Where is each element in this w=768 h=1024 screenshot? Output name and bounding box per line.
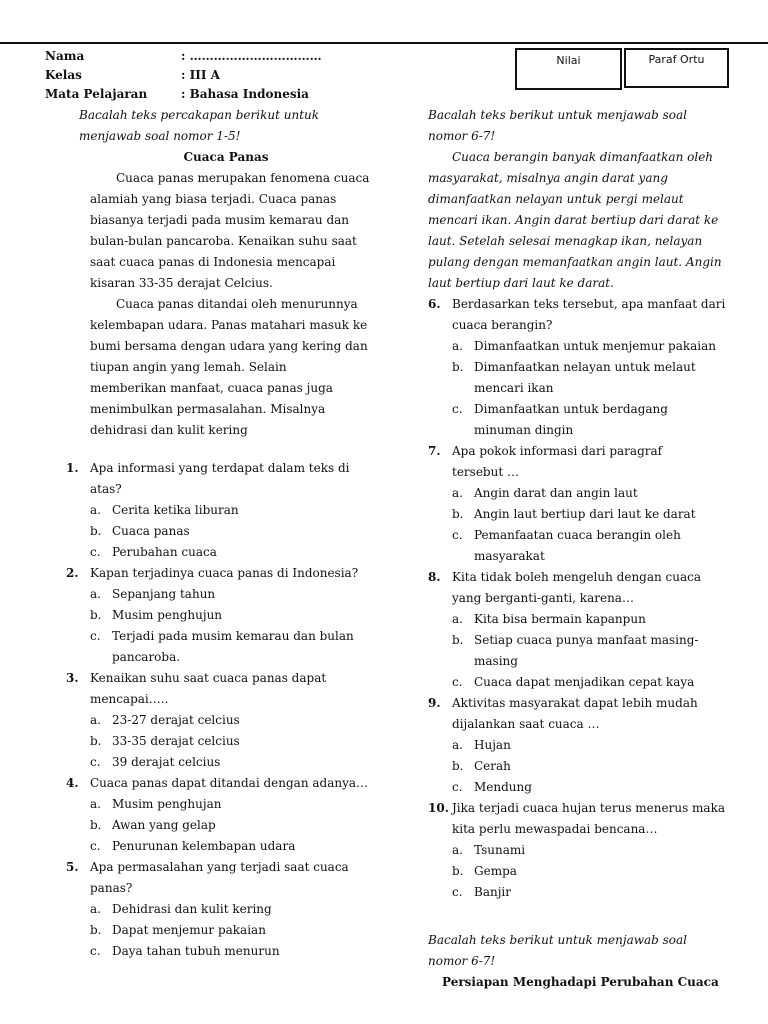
question-4 bbox=[66, 773, 369, 857]
answer-option[interactable] bbox=[66, 836, 366, 857]
question-6 bbox=[428, 294, 728, 441]
option-text: Kita bisa bermain kapanpun bbox=[474, 612, 646, 626]
option-text: Perubahan cuaca bbox=[112, 545, 217, 559]
question-number: 8. bbox=[428, 570, 441, 584]
question-9 bbox=[428, 693, 728, 798]
question-text: Aktivitas masyarakat dapat lebih mudah bbox=[452, 696, 698, 710]
question-text: Cuaca panas dapat ditandai dengan adanya… bbox=[90, 776, 369, 790]
answer-option[interactable] bbox=[66, 500, 366, 521]
answer-option[interactable] bbox=[66, 815, 366, 836]
answer-option[interactable] bbox=[428, 504, 728, 525]
passage-line: tiupan angin yang lemah. Selain bbox=[90, 360, 287, 374]
option-letter: a. bbox=[452, 612, 463, 626]
question-3 bbox=[66, 668, 366, 773]
question-text: kita perlu mewaspadai bencana… bbox=[452, 822, 658, 836]
passage-line: memberikan manfaat, cuaca panas juga bbox=[90, 381, 333, 395]
option-text: 23-27 derajat celcius bbox=[112, 713, 240, 727]
option-letter: b. bbox=[90, 734, 102, 748]
option-text: Cuaca dapat menjadikan cepat kaya bbox=[474, 675, 695, 689]
question-text: Kenaikan suhu saat cuaca panas dapat bbox=[90, 671, 327, 685]
option-text: Dapat menjemur pakaian bbox=[112, 923, 266, 937]
passage-line: kisaran 33-35 derajat Celcius. bbox=[90, 276, 273, 290]
answer-option[interactable] bbox=[66, 941, 366, 962]
question-text: Apa pokok informasi dari paragraf bbox=[452, 444, 663, 458]
answer-option[interactable] bbox=[428, 399, 728, 441]
option-text: Tsunami bbox=[474, 843, 526, 857]
option-letter: c. bbox=[90, 755, 101, 769]
question-text: Apa informasi yang terdapat dalam teks di bbox=[90, 461, 350, 475]
option-letter: b. bbox=[452, 864, 464, 878]
answer-option[interactable] bbox=[66, 521, 366, 542]
paraf-ortu-label: Paraf Ortu bbox=[648, 53, 705, 66]
option-letter: a. bbox=[90, 503, 101, 517]
question-text: tersebut … bbox=[452, 465, 519, 479]
question-text: Kapan terjadinya cuaca panas di Indonesia? bbox=[90, 566, 359, 580]
question-text: atas? bbox=[90, 482, 122, 496]
info-row-kelas bbox=[45, 66, 445, 85]
option-text: masing bbox=[474, 654, 518, 668]
question-number: 1. bbox=[66, 461, 79, 475]
info-value: : …………………………… bbox=[181, 49, 322, 63]
passage-line: biasanya terjadi pada musim kemarau dan bbox=[90, 213, 350, 227]
instruction-line: Bacalah teks percakapan berikut untuk bbox=[79, 108, 320, 122]
option-letter: c. bbox=[90, 545, 101, 559]
top-rule bbox=[0, 42, 768, 44]
answer-option[interactable] bbox=[428, 609, 728, 630]
question-number: 2. bbox=[66, 566, 79, 580]
answer-option[interactable] bbox=[66, 920, 366, 941]
option-letter: c. bbox=[452, 402, 463, 416]
nilai-box[interactable] bbox=[515, 48, 622, 90]
passage-line: laut. Setelah selesai menagkap ikan, nelayan bbox=[428, 234, 703, 248]
option-letter: b. bbox=[90, 923, 102, 937]
option-text: Musim penghujan bbox=[112, 797, 222, 811]
option-letter: c. bbox=[90, 629, 101, 643]
answer-option[interactable] bbox=[66, 584, 366, 605]
question-number: 5. bbox=[66, 860, 79, 874]
answer-option[interactable] bbox=[428, 735, 728, 756]
question-number: 3. bbox=[66, 671, 79, 685]
option-text: Banjir bbox=[474, 885, 511, 899]
option-text: 33-35 derajat celcius bbox=[112, 734, 240, 748]
option-letter: a. bbox=[452, 738, 463, 752]
question-text: yang berganti-ganti, karena… bbox=[452, 591, 634, 605]
answer-option[interactable] bbox=[428, 525, 728, 567]
option-letter: b. bbox=[90, 524, 102, 538]
option-letter: b. bbox=[452, 633, 464, 647]
option-letter: c. bbox=[452, 528, 463, 542]
option-text: Angin darat dan angin laut bbox=[474, 486, 638, 500]
option-letter: b. bbox=[90, 608, 102, 622]
answer-option[interactable] bbox=[428, 840, 728, 861]
option-letter: c. bbox=[90, 839, 101, 853]
question-text: Apa permasalahan yang terjadi saat cuaca bbox=[90, 860, 349, 874]
question-text: panas? bbox=[90, 881, 133, 895]
passage-line: bulan-bulan pancaroba. Kenaikan suhu saat bbox=[90, 234, 357, 248]
passage-line: masyarakat, misalnya angin darat yang bbox=[428, 171, 668, 185]
answer-option[interactable] bbox=[66, 626, 366, 668]
option-letter: c. bbox=[452, 780, 463, 794]
option-text: Setiap cuaca punya manfaat masing- bbox=[474, 633, 699, 647]
option-letter: b. bbox=[452, 759, 464, 773]
option-letter: a. bbox=[90, 713, 101, 727]
passage-line: Cuaca panas merupakan fenomena cuaca bbox=[116, 171, 370, 185]
answer-option[interactable] bbox=[428, 777, 728, 798]
option-text: Sepanjang tahun bbox=[112, 587, 216, 601]
answer-option[interactable] bbox=[428, 882, 728, 903]
question-5 bbox=[66, 857, 366, 962]
answer-option[interactable] bbox=[66, 752, 366, 773]
option-text: Cerita ketika liburan bbox=[112, 503, 239, 517]
answer-option[interactable] bbox=[66, 794, 366, 815]
passage-line: laut bertiup dari laut ke darat. bbox=[428, 276, 614, 290]
option-letter: b. bbox=[452, 360, 464, 374]
nilai-label: Nilai bbox=[556, 54, 581, 67]
left-column bbox=[66, 105, 370, 962]
passage-line: alamiah yang biasa terjadi. Cuaca panas bbox=[90, 192, 337, 206]
question-7 bbox=[428, 441, 728, 567]
option-text: Dimanfaatkan untuk menjemur pakaian bbox=[474, 339, 717, 353]
answer-option[interactable] bbox=[428, 630, 728, 672]
option-text: 39 derajat celcius bbox=[112, 755, 221, 769]
option-letter: a. bbox=[90, 587, 101, 601]
question-number: 4. bbox=[66, 776, 79, 790]
option-text: Dehidrasi dan kulit kering bbox=[112, 902, 272, 916]
option-text: Terjadi pada musim kemarau dan bulan bbox=[112, 629, 354, 643]
option-text: Hujan bbox=[474, 738, 511, 752]
option-text: Awan yang gelap bbox=[112, 818, 216, 832]
question-text: dijalankan saat cuaca … bbox=[452, 717, 600, 731]
right-column bbox=[428, 105, 728, 993]
option-text: pancaroba. bbox=[112, 650, 181, 664]
option-text: Cuaca panas bbox=[112, 524, 190, 538]
question-1 bbox=[66, 458, 366, 563]
student-info bbox=[45, 47, 445, 104]
question-number: 6. bbox=[428, 297, 441, 311]
info-label: Nama bbox=[45, 49, 85, 63]
option-letter: c. bbox=[452, 675, 463, 689]
option-text: Gempa bbox=[474, 864, 517, 878]
passage-line: bumi bersama dengan udara yang kering dan bbox=[90, 339, 368, 353]
instruction-line: menjawab soal nomor 1-5! bbox=[79, 129, 241, 143]
info-row-mapel bbox=[45, 85, 445, 104]
option-letter: c. bbox=[452, 885, 463, 899]
instruction-line: Bacalah teks berikut untuk menjawab soal bbox=[428, 933, 688, 947]
question-8 bbox=[428, 567, 728, 693]
answer-option[interactable] bbox=[66, 710, 366, 731]
spacer bbox=[66, 441, 366, 458]
question-2 bbox=[66, 563, 366, 668]
option-letter: a. bbox=[90, 902, 101, 916]
option-text: Dimanfaatkan nelayan untuk melaut bbox=[474, 360, 696, 374]
passage-line: mencari ikan. Angin darat bertiup dari darat ke bbox=[428, 213, 719, 227]
answer-option[interactable] bbox=[66, 899, 366, 920]
passage-line: pulang dengan memanfaatkan angin laut. Angin bbox=[428, 255, 722, 269]
option-text: mencari ikan bbox=[474, 381, 554, 395]
passage-title: Persiapan Menghadapi Perubahan Cuaca bbox=[442, 975, 719, 989]
question-number: 7. bbox=[428, 444, 441, 458]
option-letter: a. bbox=[452, 339, 463, 353]
info-label: Mata Pelajaran bbox=[45, 87, 148, 101]
option-text: masyarakat bbox=[474, 549, 545, 563]
answer-option[interactable] bbox=[66, 605, 366, 626]
option-text: Penurunan kelembapan udara bbox=[112, 839, 296, 853]
answer-option[interactable] bbox=[428, 756, 728, 777]
question-text: Jika terjadi cuaca hujan terus menerus maka bbox=[452, 801, 725, 815]
instruction-line: Bacalah teks berikut untuk menjawab soal bbox=[428, 108, 688, 122]
option-letter: b. bbox=[90, 818, 102, 832]
question-number: 9. bbox=[428, 696, 441, 710]
option-text: Dimanfaatkan untuk berdagang bbox=[474, 402, 668, 416]
passage-line: menimbulkan permasalahan. Misalnya bbox=[90, 402, 326, 416]
info-row-nama bbox=[45, 47, 445, 66]
answer-option[interactable] bbox=[428, 336, 728, 357]
answer-option[interactable] bbox=[66, 731, 366, 752]
question-text: Berdasarkan teks tersebut, apa manfaat dari bbox=[452, 297, 726, 311]
info-value: : Bahasa Indonesia bbox=[181, 87, 309, 101]
question-text: Kita tidak boleh mengeluh dengan cuaca bbox=[452, 570, 702, 584]
passage-line: dehidrasi dan kulit kering bbox=[90, 423, 248, 437]
question-text: mencapai….. bbox=[90, 692, 169, 706]
option-letter: c. bbox=[90, 944, 101, 958]
instruction-line: nomor 6-7! bbox=[428, 954, 496, 968]
passage-title: Cuaca Panas bbox=[183, 150, 269, 164]
option-text: minuman dingin bbox=[474, 423, 574, 437]
answer-option[interactable] bbox=[428, 861, 728, 882]
info-label: Kelas bbox=[45, 68, 82, 82]
option-letter: a. bbox=[90, 797, 101, 811]
info-value: : III A bbox=[181, 68, 220, 82]
passage-line: dimanfaatkan nelayan untuk pergi melaut bbox=[428, 192, 684, 206]
spacer bbox=[428, 903, 728, 930]
answer-option[interactable] bbox=[428, 357, 728, 399]
passage-line: Cuaca berangin banyak dimanfaatkan oleh bbox=[452, 150, 714, 164]
instruction-line: nomor 6-7! bbox=[428, 129, 496, 143]
option-text: Pemanfaatan cuaca berangin oleh bbox=[474, 528, 681, 542]
option-text: Cerah bbox=[474, 759, 511, 773]
option-text: Daya tahan tubuh menurun bbox=[112, 944, 280, 958]
answer-option[interactable] bbox=[66, 542, 366, 563]
answer-option[interactable] bbox=[428, 672, 728, 693]
option-text: Mendung bbox=[474, 780, 532, 794]
option-text: Musim penghujun bbox=[112, 608, 223, 622]
question-number: 10. bbox=[428, 801, 449, 815]
answer-option[interactable] bbox=[428, 483, 728, 504]
option-letter: a. bbox=[452, 843, 463, 857]
option-letter: b. bbox=[452, 507, 464, 521]
passage-line: kelembapan udara. Panas matahari masuk ke bbox=[90, 318, 368, 332]
passage-line: Cuaca panas ditandai oleh menurunnya bbox=[116, 297, 358, 311]
option-letter: a. bbox=[452, 486, 463, 500]
paraf-ortu-box[interactable] bbox=[624, 48, 729, 88]
passage-line: saat cuaca panas di Indonesia mencapai bbox=[90, 255, 336, 269]
question-text: cuaca berangin? bbox=[452, 318, 553, 332]
option-text: Angin laut bertiup dari laut ke darat bbox=[474, 507, 696, 521]
question-10 bbox=[428, 798, 728, 903]
